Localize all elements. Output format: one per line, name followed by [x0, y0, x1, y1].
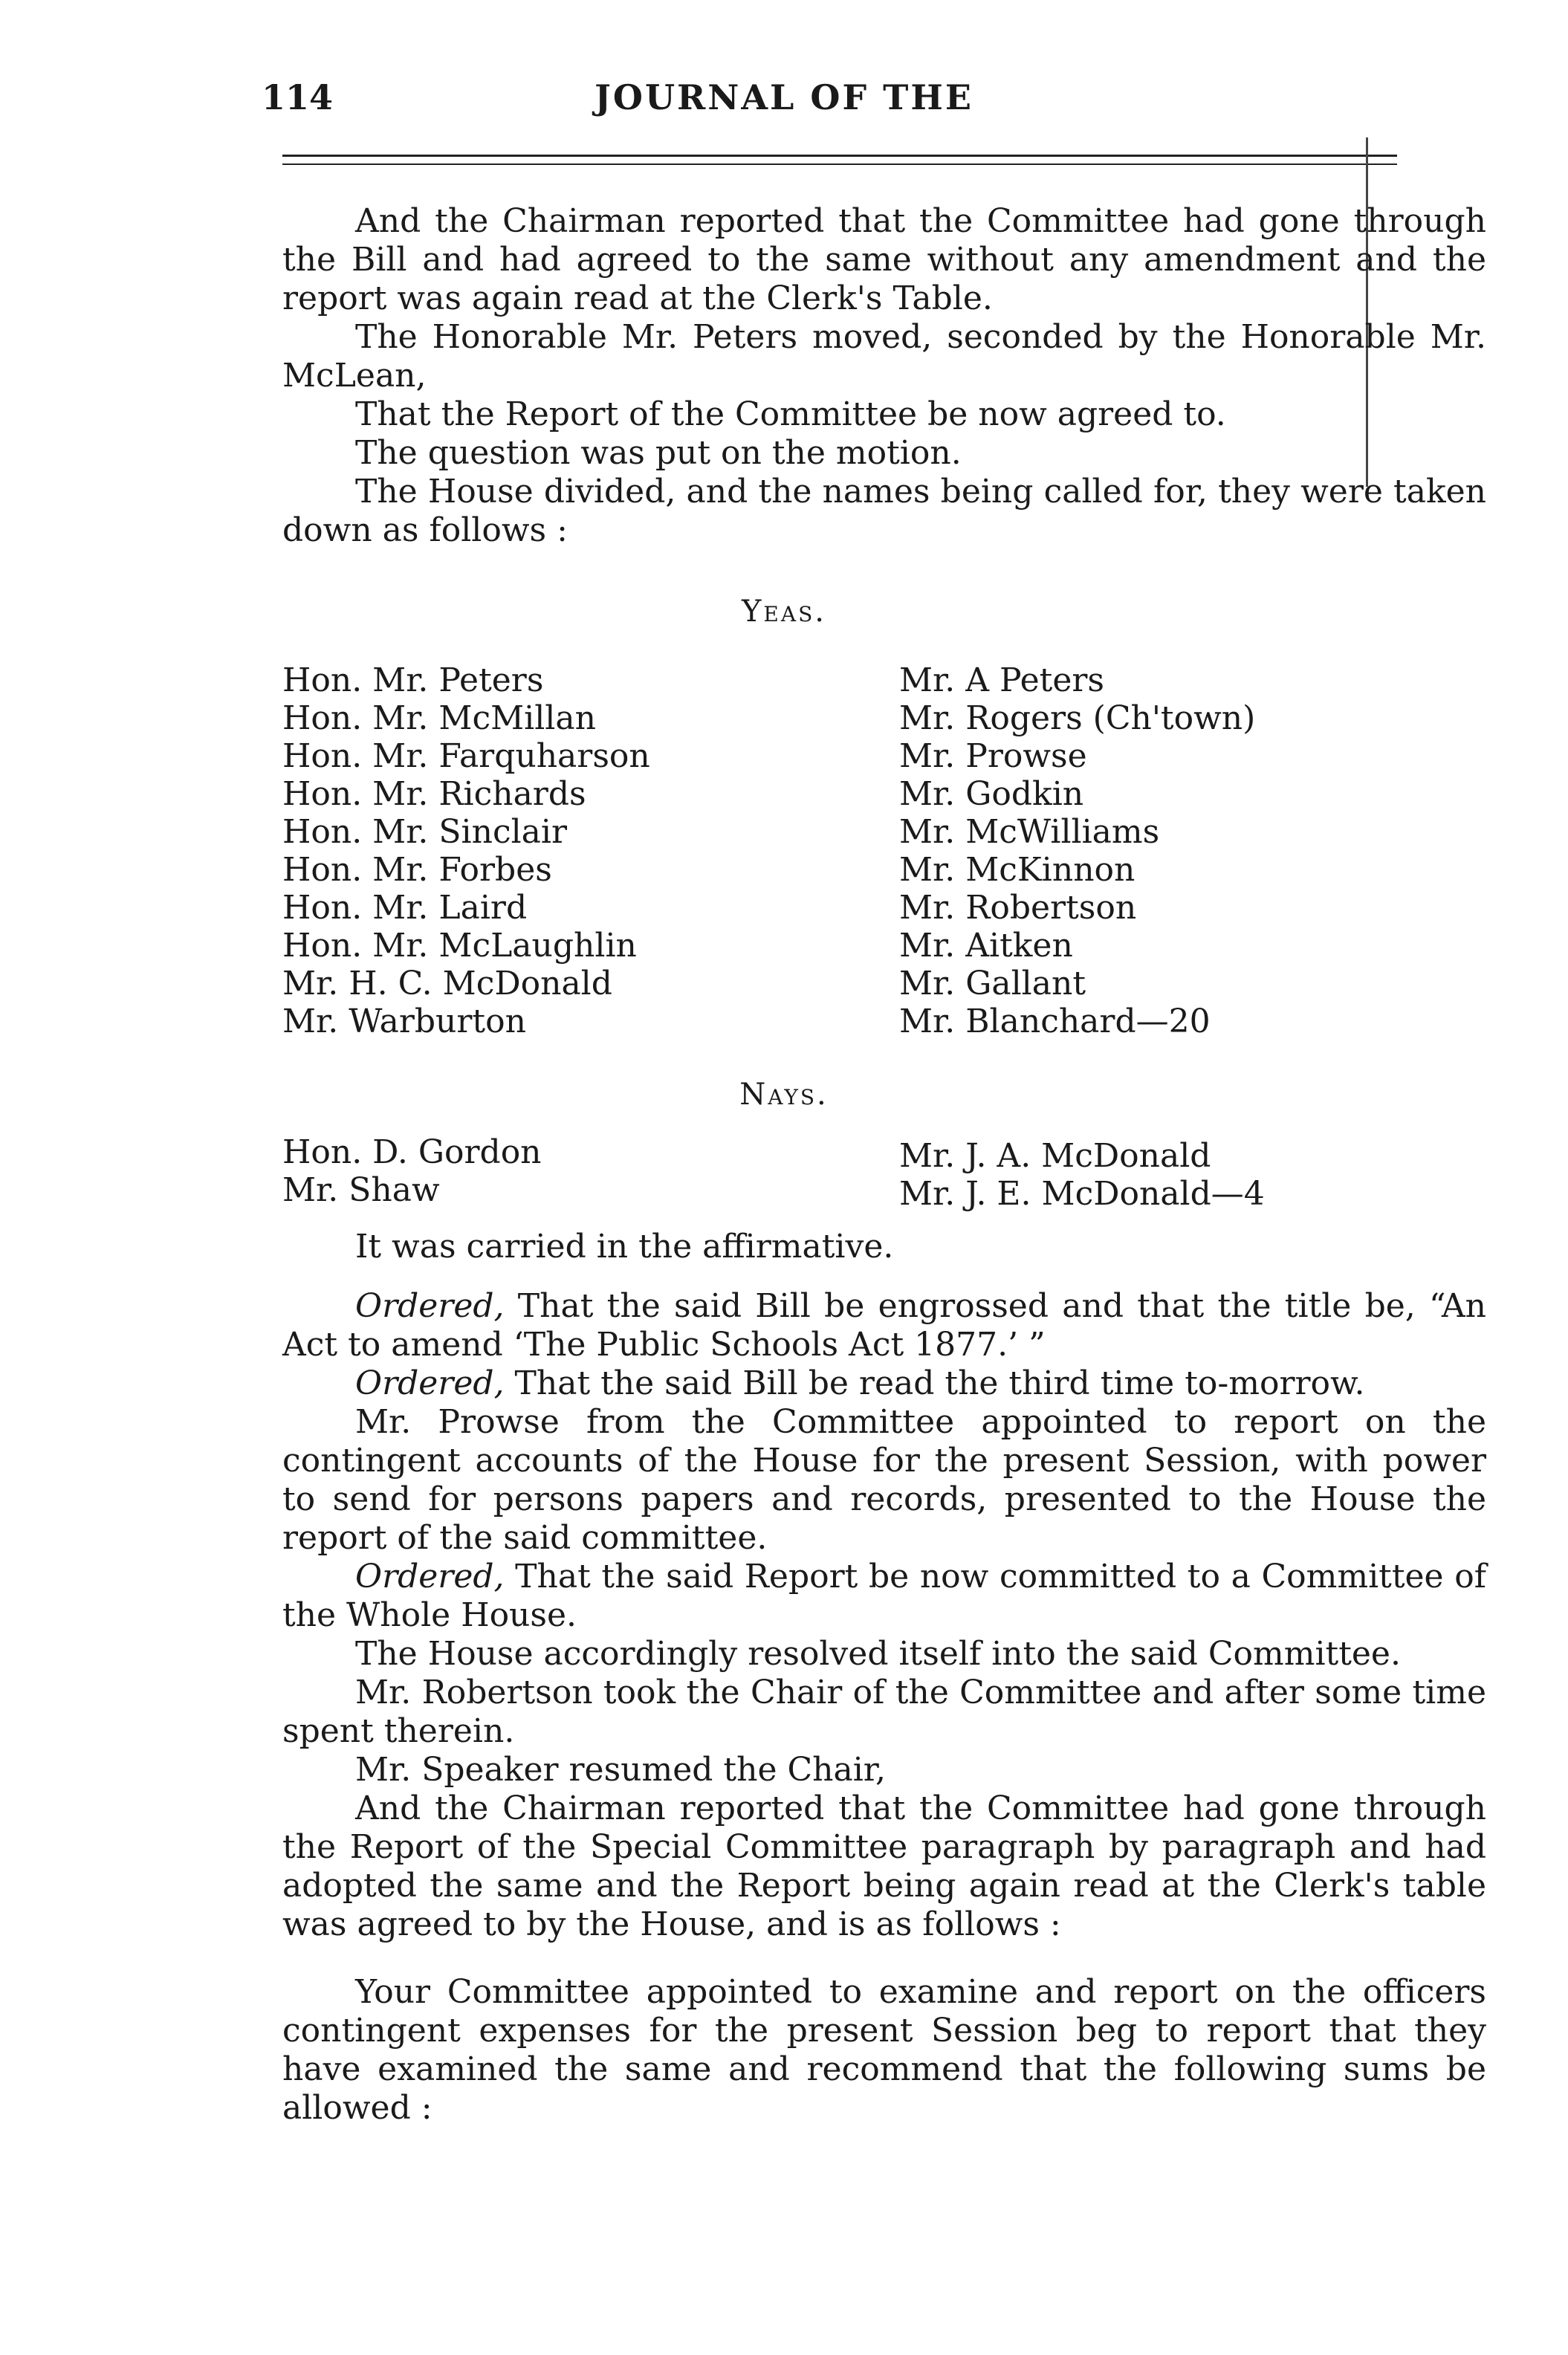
- paragraph: The House accordingly resolved itself into the said Committee.: [355, 1635, 1401, 1673]
- paragraph: That the Report of the Committee be now agreed to.: [355, 395, 1226, 433]
- paragraph: Mr. Speaker resumed the Chair,: [355, 1751, 886, 1789]
- yeas-heading: Yeas.: [742, 595, 826, 629]
- paragraph-text: That the said Bill be read the third time to-morrow.: [504, 1364, 1365, 1402]
- paragraph: [282, 1287, 1486, 1364]
- member-name: Mr. Rogers (Ch'town): [899, 699, 1256, 737]
- paragraph: It was carried in the affirmative.: [355, 1228, 894, 1266]
- nays-left-column: [282, 1133, 542, 1209]
- paragraph: Your Committee appointed to examine and report on the officers contingent expenses for the present Session beg to report that they have examined the same and recommend that the following sums be allowed :: [282, 1973, 1486, 2127]
- header-rule: [282, 155, 1397, 157]
- member-name: Mr. Prowse: [899, 737, 1087, 775]
- member-name: Mr. Warburton: [282, 1002, 526, 1040]
- member-name: Mr. Shaw: [282, 1171, 440, 1209]
- orders-section: [282, 1287, 1486, 1944]
- paragraph: The Honorable Mr. Peters moved, seconded by the Honorable Mr. McLean,: [282, 318, 1486, 395]
- header-rule-thin: [282, 163, 1397, 165]
- member-name: Hon. Mr. Peters: [282, 661, 544, 699]
- member-name: Mr. A Peters: [899, 661, 1104, 699]
- nays-heading: Nays.: [739, 1078, 829, 1112]
- member-name: Mr. McWilliams: [899, 813, 1160, 851]
- running-title: JOURNAL OF THE: [595, 77, 973, 117]
- paragraph: Mr. Robertson took the Chair of the Committee and after some time spent therein.: [282, 1674, 1486, 1750]
- member-name: Mr. J. A. McDonald: [899, 1137, 1211, 1175]
- member-name: Hon. D. Gordon: [282, 1133, 542, 1171]
- member-name: Hon. Mr. Richards: [282, 775, 586, 813]
- nays-right-column: [899, 1137, 1265, 1213]
- page-number: 114: [262, 77, 334, 117]
- member-name: Mr. Blanchard—20: [899, 1002, 1211, 1040]
- paragraph: Mr. Prowse from the Committee appointed to report on the contingent accounts of the House for the present Session, with power to send for persons papers and records, presented to the House the report of the said committee.: [282, 1403, 1486, 1557]
- ordered-label: Ordered,: [355, 1364, 505, 1402]
- carried-line: [282, 1228, 1486, 1266]
- member-name: Hon. Mr. Farquharson: [282, 737, 650, 775]
- member-name: Hon. Mr. McMillan: [282, 699, 596, 737]
- paragraph-text: That the said Bill be engrossed and that the title be, “An Act to amend ‘The Public Schools Act 1877.’ ”: [282, 1287, 1486, 1364]
- paragraph: [282, 1364, 1486, 1403]
- paragraph: The House divided, and the names being called for, they were taken down as follows :: [282, 473, 1486, 549]
- member-name: Hon. Mr. Forbes: [282, 851, 552, 889]
- ordered-label: Ordered,: [355, 1287, 505, 1325]
- member-name: Hon. Mr. Laird: [282, 889, 528, 927]
- member-name: Hon. Mr. McLaughlin: [282, 927, 637, 965]
- member-name: Mr. Gallant: [899, 965, 1086, 1002]
- member-name: Mr. J. E. McDonald—4: [899, 1175, 1265, 1213]
- paragraph: And the Chairman reported that the Committee had gone through the Report of the Special Committee paragraph by paragraph and had adopted the same and the Report being again read at the Clerk's table was agreed to by the House, and is as follows :: [282, 1789, 1486, 1943]
- member-name: Mr. McKinnon: [899, 851, 1135, 889]
- yeas-right-column: [899, 661, 1255, 1040]
- ordered-label: Ordered,: [355, 1558, 505, 1596]
- member-name: Mr. H. C. McDonald: [282, 965, 612, 1002]
- member-name: Mr. Godkin: [899, 775, 1084, 813]
- member-name: Mr. Aitken: [899, 927, 1073, 965]
- member-name: Hon. Mr. Sinclair: [282, 813, 568, 851]
- paragraph-text: That the said Report be now committed to a Committee of the Whole House.: [282, 1558, 1486, 1634]
- member-name: Mr. Robertson: [899, 889, 1137, 927]
- opening-paragraphs: [282, 202, 1486, 550]
- paragraph: [282, 1558, 1486, 1635]
- yeas-left-column: [282, 661, 650, 1040]
- committee-report: [282, 1973, 1486, 2128]
- paragraph: And the Chairman reported that the Committee had gone through the Bill and had agreed to the same without any amendment and the report was again read at the Clerk's Table.: [282, 202, 1486, 317]
- paragraph: The question was put on the motion.: [355, 434, 962, 472]
